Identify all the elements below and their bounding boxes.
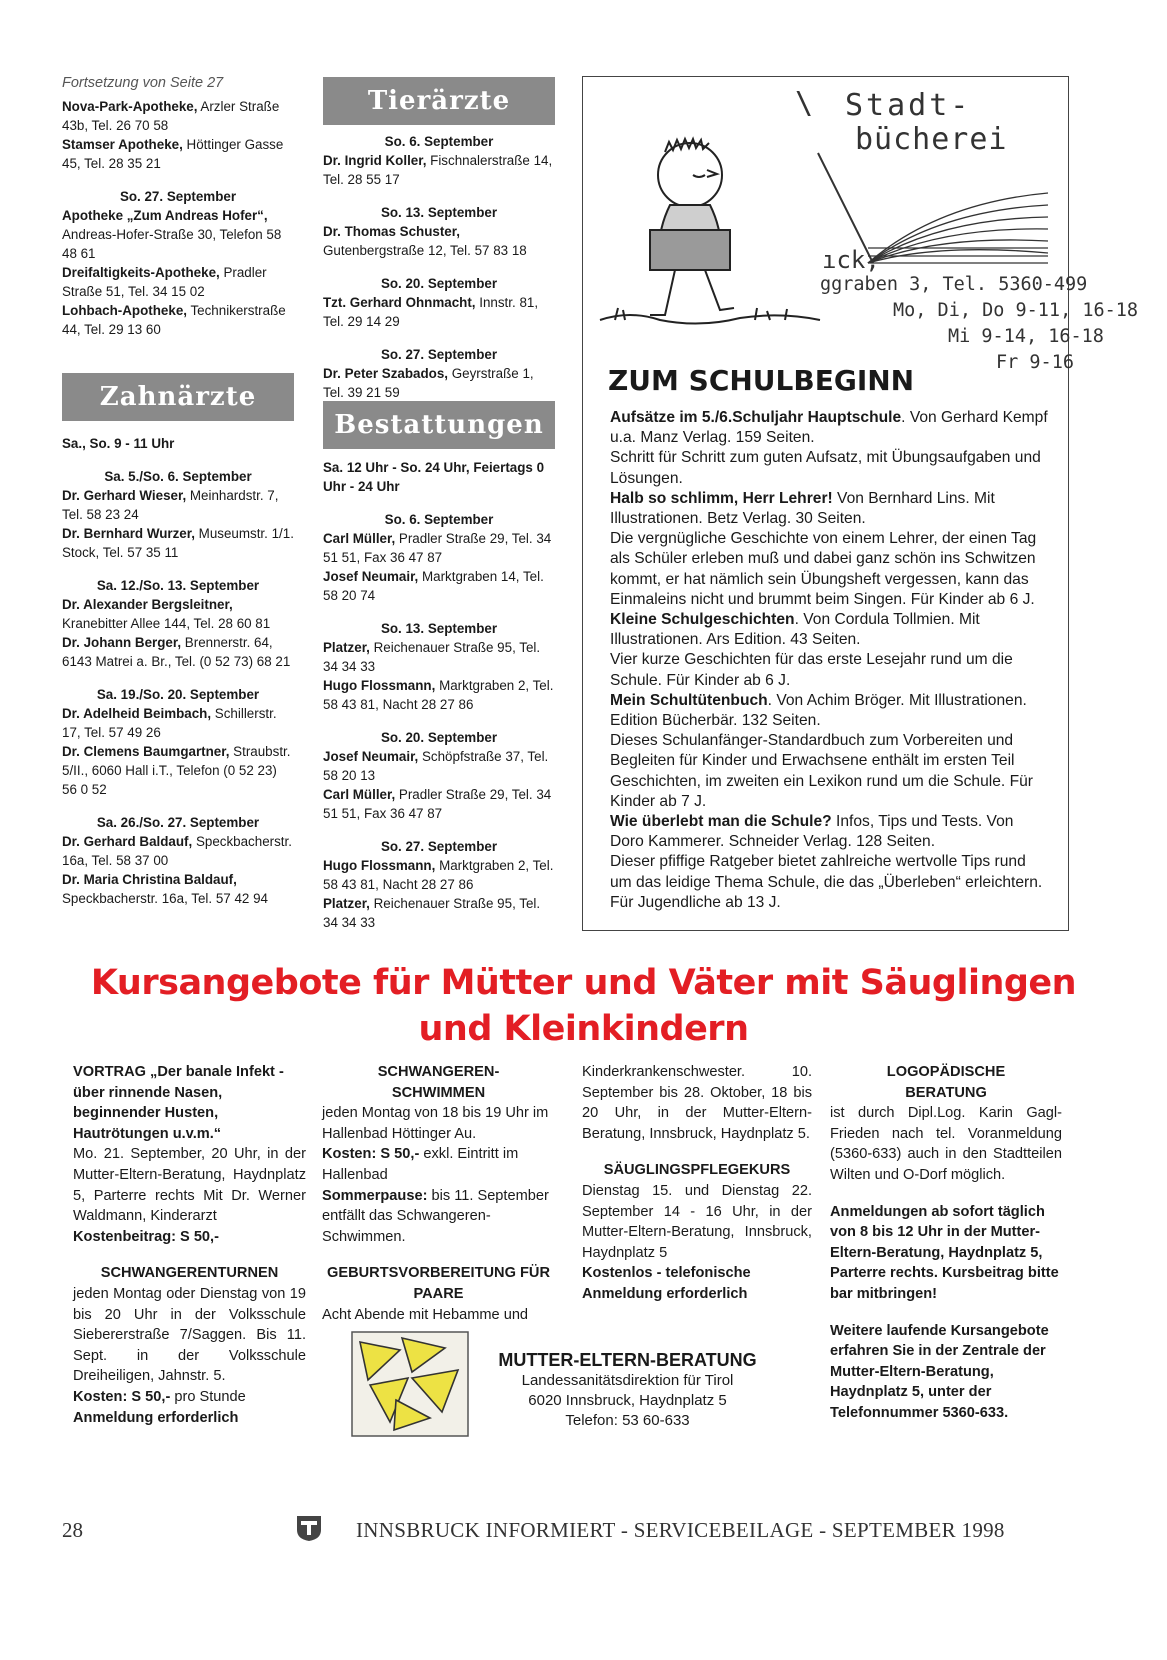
- vet-entry-address: Innstr. 81, Tel. 29 14 29: [323, 295, 539, 329]
- book-meta: . Von Achim Bröger. Mit Illustrationen. Edition Bücherbär. 132 Seiten.: [610, 691, 1027, 730]
- pregnancy-swim-cost: [322, 1144, 555, 1185]
- dentist-entry-address: Schillerstr. 17, Tel. 57 49 26: [62, 706, 277, 740]
- dentist-entry-name: Dr. Alexander Bergsleitner,: [62, 597, 233, 612]
- funeral-entry: [323, 747, 555, 785]
- further-courses-note: Weitere laufende Kursangebote erfahren Sie in der Zentrale der Mutter-Eltern-Beratung, Haydnplatz 5, unter der Telefonnummer 5360-633.: [830, 1322, 1049, 1421]
- page-number: 28: [62, 1518, 83, 1542]
- funeral-entry: [323, 638, 555, 676]
- course-column-3: [582, 1062, 812, 1305]
- funeral-header: Bestattungen: [323, 401, 555, 449]
- course-column-4: [830, 1062, 1062, 1424]
- course-column-1: [73, 1062, 306, 1428]
- date-heading: So. 6. September: [384, 512, 494, 527]
- pharmacy-entry: [62, 97, 294, 135]
- pregnancy-gym-cost-label: Kosten: S 50,-: [73, 1388, 171, 1405]
- pregnancy-gym-registration: Anmeldung erforderlich: [73, 1409, 239, 1426]
- dentist-entry-name: Dr. Gerhard Wieser,: [62, 488, 187, 503]
- pregnancy-swim-pause-rest: bis 11. September entfällt das Schwangeren-Schwimmen.: [322, 1187, 549, 1245]
- book-meta: Infos, Tips und Tests. Von Doro Kammerer. Schneider Verlag. 128 Seiten.: [610, 813, 1014, 851]
- infant-care-text: Dienstag 15. und Dienstag 22. September 14 - 16 Uhr, in der Mutter-Eltern-Beratung, Innsbruck, Haydnplatz 5: [582, 1182, 812, 1261]
- library-address-2: ggraben 3, Tel. 5360-499: [820, 274, 1088, 295]
- library-hours-1: Mo, Di, Do 9-11, 16-18: [893, 300, 1139, 321]
- funeral-entry: [323, 894, 555, 932]
- pharmacy-entry-address: Technikerstraße 44, Tel. 29 13 60: [62, 303, 286, 337]
- vet-entry-name: Dr. Ingrid Koller,: [323, 153, 427, 168]
- speech-therapy-text: ist durch Dipl.Log. Karin Gagl-Frieden nach tel. Voranmeldung (5360-633) auch in den Stadtteilen Wilten und O-Dorf möglich.: [830, 1105, 1062, 1183]
- funeral-entry-address: Marktgraben 14, Tel. 58 20 74: [323, 569, 544, 603]
- book-meta: . Von Cordula Tollmien. Mit Illustrationen. Ars Edition. 43 Seiten.: [610, 611, 980, 649]
- dentist-entry: [62, 832, 294, 870]
- funeral-entry-name: Platzer,: [323, 640, 370, 655]
- funeral-entry: [323, 567, 555, 605]
- book-description: Dieser pfiffige Ratgeber bietet zahlreiche wertvolle Tips rund um das leidige Thema Schule, die das „Überleben“ erleichtern. Für Jugendliche ab 13 J.: [610, 853, 1043, 911]
- funeral-entry-name: Carl Müller,: [323, 531, 396, 546]
- date-heading: Sa. 19./So. 20. September: [96, 687, 260, 702]
- funeral-entry-address: Marktgraben 2, Tel. 58 43 81, Nacht 28 27 86: [323, 678, 554, 712]
- course-title: [30, 960, 1137, 1052]
- dentist-entry: [62, 595, 294, 633]
- dentist-entry-name: Dr. Bernhard Wurzer,: [62, 526, 195, 541]
- funeral-entry-address: Pradler Straße 29, Tel. 34 51 51, Fax 36 47 87: [323, 531, 552, 565]
- dentist-entry-address: Meinhardstr. 7, Tel. 58 23 24: [62, 488, 279, 522]
- book-title: Wie überlebt man die Schule?: [610, 813, 832, 831]
- funeral-entry-name: Hugo Flossmann,: [323, 858, 436, 873]
- book-entry: [610, 489, 1050, 529]
- date-heading: So. 27. September: [119, 189, 237, 204]
- pregnancy-swim-pause-label: Sommerpause:: [322, 1187, 428, 1204]
- date-heading: Sa. 12./So. 13. September: [96, 578, 260, 593]
- date-heading: So. 27. September: [380, 839, 498, 854]
- course-column-2: [322, 1062, 555, 1325]
- funeral-list: [323, 510, 555, 932]
- funeral-entry: [323, 676, 555, 714]
- library-title-2: bücherei: [855, 122, 1008, 157]
- book-entry: [610, 691, 1050, 731]
- funeral-hours: Sa. 12 Uhr - So. 24 Uhr, Feiertags 0 Uhr - 24 Uhr: [323, 460, 545, 494]
- funeral-entry: [323, 529, 555, 567]
- dentist-entry-address: Brennerstr. 64, 6143 Matrei a. Br., Tel. (0 52 73) 68 21: [62, 635, 291, 669]
- vet-entry: [323, 151, 555, 189]
- birth-prep-continued: Kinderkrankenschwester. 10. September bis 28. Oktober, 18 bis 20 Uhr, in der Mutter-Eltern-Beratung, Innsbruck, Haydnplatz 5.: [582, 1064, 812, 1142]
- dentist-entry-name: Dr. Gerhard Baldauf,: [62, 834, 193, 849]
- meb-logo: [350, 1330, 470, 1438]
- book-entry: [610, 610, 1050, 650]
- book-entry: [610, 812, 1050, 852]
- book-meta: Von Bernhard Lins. Mit Illustrationen. Betz Verlag. 30 Seiten.: [610, 489, 995, 528]
- infant-care-title: SÄUGLINGSPFLEGEKURS: [603, 1162, 791, 1179]
- date-heading: So. 20. September: [380, 730, 498, 745]
- lecture-text: Mo. 21. September, 20 Uhr, in der Mutter-Eltern-Beratung, Haydnplatz 5, Parterre rechts Mit Dr. Werner Waldmann, Kinderarzt: [73, 1146, 306, 1225]
- pharmacy-list-a: [62, 97, 294, 173]
- date-heading: So. 13. September: [380, 205, 498, 220]
- date-heading: Sa. 26./So. 27. September: [96, 815, 260, 830]
- book-title: Aufsätze im 5./6.Schuljahr Hauptschule: [610, 409, 902, 426]
- lecture-cost: Kostenbeitrag: S 50,-: [73, 1228, 219, 1245]
- dentist-entry: [62, 704, 294, 742]
- funeral-entry: [323, 856, 555, 894]
- pregnancy-swim-cost-rest: exkl. Eintritt im Hallenbad: [322, 1146, 519, 1183]
- pharmacy-entry-name: Stamser Apotheke,: [62, 137, 183, 152]
- book-entry: [610, 408, 1050, 448]
- column-pharmacies-dentists: [62, 74, 294, 339]
- pregnancy-gym-text: jeden Montag oder Dienstag von 19 bis 20 Uhr in der Volksschule Siebererstraße 7/Saggen. Bis 11. Sept. in der Volksschule Dreiheiligen, Jahnstr. 5.: [73, 1285, 306, 1385]
- infant-care-registration: Kostenlos - telefonische Anmeldung erforderlich: [582, 1265, 751, 1302]
- registration-note: Anmeldungen ab sofort täglich von 8 bis 12 Uhr in der Mutter-Eltern-Beratung, Haydnplatz 5, Parterre rechts. Kursbeitrag bitte bar mitbringen!: [830, 1203, 1059, 1302]
- dentist-entry: [62, 742, 294, 799]
- library-address-1: ıck,: [822, 246, 880, 274]
- pharmacy-entry-name: Dreifaltigkeits-Apotheke,: [62, 265, 220, 280]
- book-description: Vier kurze Geschichten für das erste Lesejahr rund um die Schule. Für Kinder ab 6 J.: [610, 651, 1013, 689]
- funeral-entry-name: Platzer,: [323, 896, 370, 911]
- pharmacy-entry-address: Höttinger Gasse 45, Tel. 28 35 21: [62, 137, 284, 171]
- dentist-entry-address: Speckbacherstr. 16a, Tel. 57 42 94: [62, 891, 268, 906]
- publication-footer: INNSBRUCK INFORMIERT - SERVICEBEILAGE - SEPTEMBER 1998: [356, 1518, 1005, 1542]
- library-slash: \: [795, 86, 814, 121]
- meb-block: [495, 1350, 760, 1431]
- date-heading: So. 20. September: [380, 276, 498, 291]
- dentist-entry-name: Dr. Johann Berger,: [62, 635, 182, 650]
- school-heading: ZUM SCHULBEGINN: [608, 364, 915, 397]
- library-hours-3: Fr 9-16: [996, 352, 1074, 373]
- dentist-entry-address: Speckbacherstr. 16a, Tel. 58 37 00: [62, 834, 292, 868]
- pregnancy-gym-cost: [73, 1387, 306, 1408]
- funeral-entry: [323, 785, 555, 823]
- pregnancy-swim-text: jeden Montag von 18 bis 19 Uhr im Hallenbad Höttinger Au.: [322, 1105, 549, 1142]
- dentist-entry-name: Dr. Clemens Baumgartner,: [62, 744, 230, 759]
- pharmacy-entry: [62, 206, 294, 263]
- meb-line-1: Landessanitätsdirektion für Tirol: [521, 1372, 734, 1389]
- speech-therapy-title: LOGOPÄDISCHE BERATUNG: [886, 1064, 1006, 1101]
- pregnancy-gym-cost-rest: pro Stunde: [170, 1388, 246, 1405]
- school-boy-illustration: [595, 120, 825, 340]
- dentist-entry-address: Museumstr. 1/1. Stock, Tel. 57 35 11: [62, 526, 294, 560]
- funeral-entry-name: Hugo Flossmann,: [323, 678, 436, 693]
- innsbruck-emblem-icon: [294, 1512, 324, 1542]
- library-hours-2: Mi 9-14, 16-18: [948, 326, 1104, 347]
- date-heading: So. 13. September: [380, 621, 498, 636]
- birth-prep-title: GEBURTSVORBEREITUNG FÜR PAARE: [327, 1265, 550, 1302]
- pharmacy-entry-address: Pradler Straße 51, Tel. 34 15 02: [62, 265, 267, 299]
- pharmacy-entry: [62, 135, 294, 173]
- dentist-list: [62, 467, 294, 908]
- birth-prep-text: Acht Abende mit Hebamme und: [322, 1306, 529, 1323]
- book-meta: . Von Gerhard Kempf u.a. Manz Verlag. 159 Seiten.: [610, 409, 1048, 447]
- dentists-hours: Sa., So. 9 - 11 Uhr: [62, 436, 175, 451]
- meb-line-3: Telefon: 53 60-633: [565, 1412, 690, 1429]
- pregnancy-swim-title: SCHWANGEREN-SCHWIMMEN: [377, 1064, 500, 1101]
- pharmacy-entry-address: Andreas-Hofer-Straße 30, Telefon 58 48 61: [62, 227, 282, 261]
- course-title-line-1: Kursangebote für Mütter und Väter mit Säuglingen: [90, 963, 1077, 1003]
- funeral-column: [323, 458, 555, 932]
- dentist-entry-name: Dr. Adelheid Beimbach,: [62, 706, 212, 721]
- pharmacy-entry-name: Lohbach-Apotheke,: [62, 303, 187, 318]
- pharmacy-entry: [62, 301, 294, 339]
- pharmacy-entry-name: Nova-Park-Apotheke,: [62, 99, 198, 114]
- book-description: Dieses Schulanfänger-Standardbuch zum Vorbereiten und Begleiten für Kinder und Erwachsene enthält im ersten Teil Geschichten, im zweiten ein Lexikon rund um die Schule. Für Kinder ab 7 J.: [610, 732, 1033, 810]
- dentists-header: Zahnärzte: [62, 373, 294, 421]
- vets-header: Tierärzte: [323, 77, 555, 125]
- library-title-1: Stadt-: [845, 88, 972, 123]
- pharmacy-list-b: [62, 206, 294, 339]
- meb-line-2: 6020 Innsbruck, Haydnplatz 5: [528, 1392, 727, 1409]
- book-description: Schritt für Schritt zum guten Aufsatz, mit Übungsaufgaben und Lösungen.: [610, 449, 1041, 487]
- dentist-entry: [62, 486, 294, 524]
- date-heading: Sa. 5./So. 6. September: [104, 469, 252, 484]
- funeral-entry-address: Reichenauer Straße 95, Tel. 34 34 33: [323, 896, 541, 930]
- funeral-entry-name: Carl Müller,: [323, 787, 396, 802]
- book-title: Halb so schlimm, Herr Lehrer!: [610, 489, 833, 507]
- vet-entry: [323, 364, 555, 402]
- funeral-entry-address: Pradler Straße 29, Tel. 34 51 51, Fax 36 47 87: [323, 787, 552, 821]
- pregnancy-swim-cost-label: Kosten: S 50,-: [322, 1146, 420, 1163]
- vet-entry: [323, 222, 555, 260]
- funeral-entry-name: Josef Neumair,: [323, 569, 419, 584]
- date-heading: So. 27. September: [380, 347, 498, 362]
- funeral-entry-address: Schöpfstraße 37, Tel. 58 20 13: [323, 749, 549, 783]
- vet-entry: [323, 293, 555, 331]
- vet-entry-name: Dr. Peter Szabados,: [323, 366, 449, 381]
- funeral-entry-address: Reichenauer Straße 95, Tel. 34 34 33: [323, 640, 541, 674]
- dentist-entry-name: Dr. Maria Christina Baldauf,: [62, 872, 237, 887]
- date-heading: So. 6. September: [384, 134, 494, 149]
- meb-name: MUTTER-ELTERN-BERATUNG: [498, 1350, 757, 1370]
- course-title-line-2: und Kleinkindern: [418, 1009, 749, 1049]
- vet-entry-address: Geyrstraße 1, Tel. 39 21 59: [323, 366, 534, 400]
- book-list: [610, 408, 1050, 913]
- funeral-entry-address: Marktgraben 2, Tel. 58 43 81, Nacht 28 27 86: [323, 858, 554, 892]
- book-title: Kleine Schulgeschichten: [610, 611, 795, 629]
- dentist-entry: [62, 870, 294, 908]
- dentist-entry-address: Straubstr. 5/II., 6060 Hall i.T., Telefon (0 52 23) 56 0 52: [62, 744, 291, 797]
- pharmacy-entry: [62, 263, 294, 301]
- dentist-entry: [62, 633, 294, 671]
- vets-column: [323, 118, 555, 402]
- lecture-title: VORTRAG „Der banale Infekt - über rinnende Nasen, beginnender Husten, Hautrötungen u.v.m.“: [73, 1064, 284, 1142]
- vet-entry-name: Dr. Thomas Schuster,: [323, 224, 460, 239]
- vet-entry-address: Gutenbergstraße 12, Tel. 57 83 18: [323, 243, 527, 258]
- dentists-column: [62, 434, 294, 908]
- pharmacy-entry-name: Apotheke „Zum Andreas Hofer“,: [62, 208, 268, 223]
- vet-entry-address: Fischnalerstraße 14, Tel. 28 55 17: [323, 153, 553, 187]
- book-title: Mein Schultütenbuch: [610, 691, 768, 709]
- funeral-entry-name: Josef Neumair,: [323, 749, 419, 764]
- dentist-entry: [62, 524, 294, 562]
- pharmacy-entry-address: Arzler Straße 43b, Tel. 26 70 58: [62, 99, 280, 133]
- vet-list: [323, 132, 555, 402]
- dentist-entry-address: Kranebitter Allee 144, Tel. 28 60 81: [62, 616, 271, 631]
- vet-entry-name: Tzt. Gerhard Ohnmacht,: [323, 295, 476, 310]
- pregnancy-gym-title: SCHWANGERENTURNEN: [100, 1265, 279, 1282]
- pregnancy-swim-pause: [322, 1186, 555, 1248]
- continuation-note: Fortsetzung von Seite 27: [62, 75, 224, 91]
- book-description: Die vergnügliche Geschichte von einem Lehrer, der einen Tag als Schüler erleben muß und dabei ganz schön ins Schwitzen kommt, er hat nämlich sein Übungsheft vergessen, kann das Einmaleins nicht und brummt beim Singen. Für Kinder ab 6 J.: [610, 530, 1037, 608]
